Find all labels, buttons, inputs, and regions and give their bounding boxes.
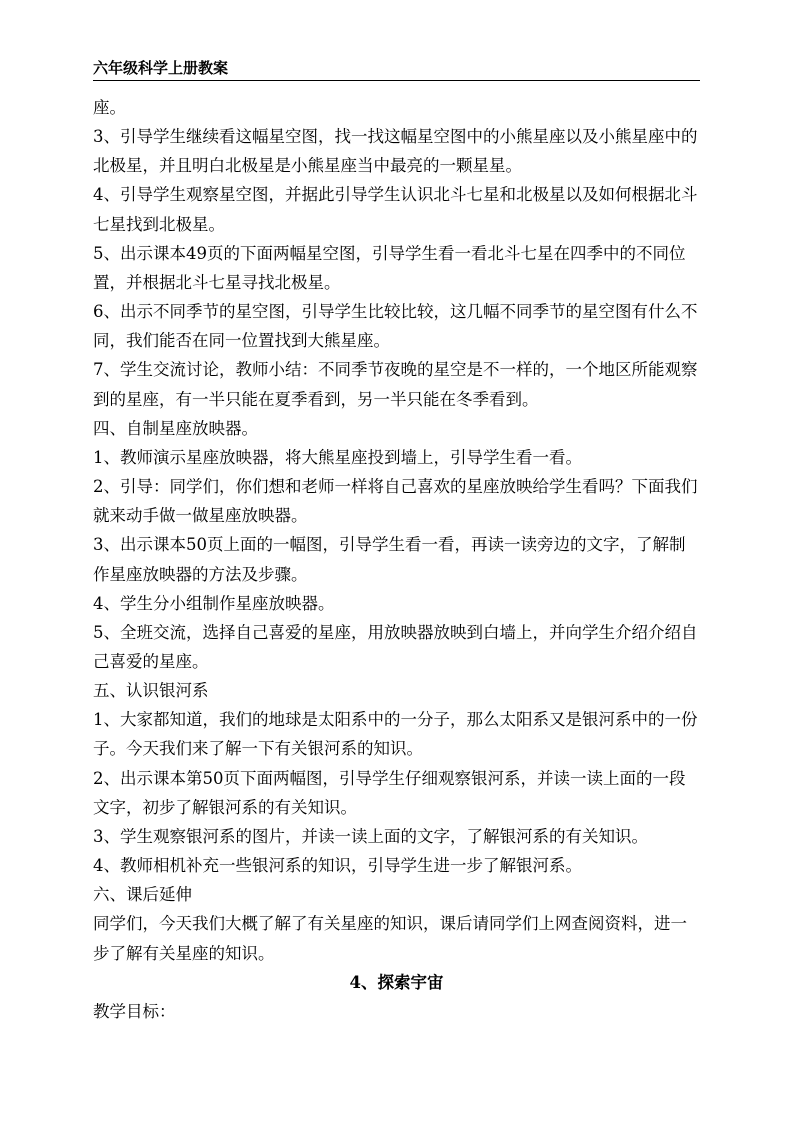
paragraph: 2、引导：同学们，你们想和老师一样将自己喜欢的星座放映给学生看吗？下面我们就来动手做一做星座放映器。 [93,477,698,526]
paragraph: 4、引导学生观察星空图，并据此引导学生认识北斗七星和北极星以及如何根据北斗七星找到北极星。 [93,185,698,234]
paragraph: 教学目标： [93,1001,176,1021]
section-heading: 四、自制星座放映器。 [93,418,258,438]
paragraph: 4、学生分小组制作星座放映器。 [93,593,335,613]
paragraph: 4、教师相机补充一些银河系的知识，引导学生进一步了解银河系。 [93,856,582,876]
lesson-body [93,93,700,1026]
paragraph: 1、大家都知道，我们的地球是太阳系中的一分子，那么太阳系又是银河系中的一份子。今天我们来了解一下有关银河系的知识。 [93,710,698,759]
chapter-title: 4、探索宇宙 [349,972,444,992]
page-header [93,58,700,81]
section-heading: 六、课后延伸 [93,885,192,905]
paragraph: 1、教师演示星座放映器，将大熊星座投到墙上，引导学生看一看。 [93,447,582,467]
paragraph: 2、出示课本第50页下面两幅图，引导学生仔细观察银河系，并读一读上面的一段文字，初步了解银河系的有关知识。 [93,768,686,817]
paragraph: 同学们，今天我们大概了解了有关星座的知识，课后请同学们上网查阅资料，进一步了解有关星座的知识。 [93,914,687,963]
paragraph: 5、出示课本49页的下面两幅星空图，引导学生看一看北斗七星在四季中的不同位置，并根据北斗七星寻找北极星。 [93,243,686,292]
paragraph: 座。 [93,98,126,117]
paragraph: 3、学生观察银河系的图片，并读一读上面的文字，了解银河系的有关知识。 [93,826,648,846]
document-title: 六年级科学上册教案 [93,59,229,77]
paragraph: 7、学生交流讨论，教师小结：不同季节夜晚的星空是不一样的，一个地区所能观察到的星座，有一半只能在夏季看到，另一半只能在冬季看到。 [93,360,698,409]
section-heading: 五、认识银河系 [93,681,209,701]
paragraph: 3、引导学生继续看这幅星空图，找一找这幅星空图中的小熊星座以及小熊星座中的北极星，并且明白北极星是小熊星座当中最亮的一颗星星。 [93,127,698,176]
paragraph: 5、全班交流，选择自己喜爱的星座，用放映器放映到白墙上，并向学生介绍介绍自己喜爱的星座。 [93,622,698,671]
paragraph: 3、出示课本50页上面的一幅图，引导学生看一看，再读一读旁边的文字，了解制作星座放映器的方法及步骤。 [93,535,686,584]
paragraph: 6、出示不同季节的星空图，引导学生比较比较，这几幅不同季节的星空图有什么不同，我们能否在同一位置找到大熊星座。 [93,302,698,351]
